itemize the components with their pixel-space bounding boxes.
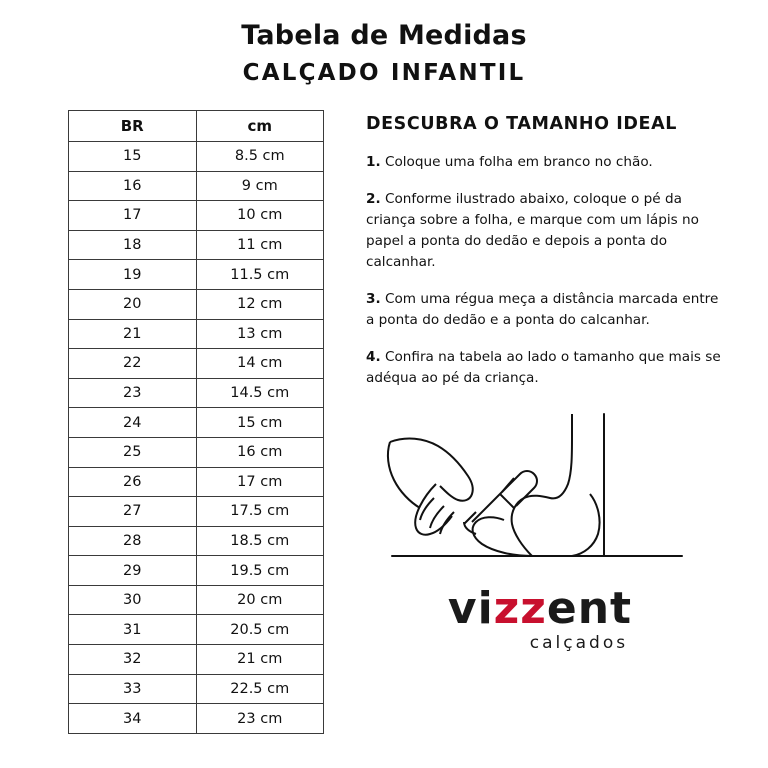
cell-cm: 13 cm bbox=[196, 319, 324, 349]
table-row bbox=[69, 408, 324, 438]
cell-cm: 8.5 cm bbox=[196, 141, 324, 171]
cell-cm: 14.5 cm bbox=[196, 378, 324, 408]
cell-cm: 17.5 cm bbox=[196, 497, 324, 527]
table-row bbox=[69, 526, 324, 556]
page-subtitle: CALÇADO INFANTIL bbox=[242, 60, 526, 87]
instruction-step bbox=[366, 347, 728, 389]
table-row bbox=[69, 289, 324, 319]
size-table-body bbox=[69, 141, 324, 733]
cell-cm: 18.5 cm bbox=[196, 526, 324, 556]
cell-br: 27 bbox=[69, 497, 197, 527]
cell-cm: 9 cm bbox=[196, 171, 324, 201]
table-row bbox=[69, 674, 324, 704]
brand-name-part1: vi bbox=[447, 582, 494, 634]
table-row bbox=[69, 556, 324, 586]
cell-br: 34 bbox=[69, 704, 197, 734]
brand-name-part2: ent bbox=[546, 582, 633, 634]
instructions-steps bbox=[366, 152, 728, 390]
table-row bbox=[69, 497, 324, 527]
cell-cm: 22.5 cm bbox=[196, 674, 324, 704]
cell-br: 25 bbox=[69, 437, 197, 467]
instructions-heading: DESCUBRA O TAMANHO IDEAL bbox=[366, 113, 677, 134]
instruction-step bbox=[366, 189, 728, 273]
content-area bbox=[0, 88, 768, 734]
table-row bbox=[69, 319, 324, 349]
table-row bbox=[69, 201, 324, 231]
cell-br: 28 bbox=[69, 526, 197, 556]
cell-br: 30 bbox=[69, 585, 197, 615]
cell-br: 29 bbox=[69, 556, 197, 586]
cell-br: 31 bbox=[69, 615, 197, 645]
table-row bbox=[69, 378, 324, 408]
brand-name bbox=[447, 582, 633, 634]
hand-marking-foot-with-pencil-illustration bbox=[372, 406, 728, 585]
brand-logo-wrap bbox=[447, 582, 633, 653]
cell-cm: 10 cm bbox=[196, 201, 324, 231]
step-number: 2. bbox=[366, 191, 381, 208]
cell-cm: 23 cm bbox=[196, 704, 324, 734]
brand-logo bbox=[366, 582, 728, 653]
cell-cm: 20.5 cm bbox=[196, 615, 324, 645]
cell-br: 19 bbox=[69, 260, 197, 290]
step-text: Confira na tabela ao lado o tamanho que mais se adéqua ao pé da criança. bbox=[366, 349, 721, 387]
step-number: 1. bbox=[366, 153, 381, 170]
cell-cm: 21 cm bbox=[196, 645, 324, 675]
step-number: 3. bbox=[366, 291, 381, 308]
brand-subtitle: calçados bbox=[529, 632, 629, 653]
size-table bbox=[68, 110, 324, 734]
table-row bbox=[69, 437, 324, 467]
cell-cm: 20 cm bbox=[196, 585, 324, 615]
cell-br: 18 bbox=[69, 230, 197, 260]
table-row bbox=[69, 230, 324, 260]
table-row bbox=[69, 260, 324, 290]
cell-br: 20 bbox=[69, 289, 197, 319]
step-number: 4. bbox=[366, 349, 381, 366]
cell-br: 15 bbox=[69, 141, 197, 171]
table-row bbox=[69, 349, 324, 379]
title-block bbox=[0, 0, 768, 88]
cell-cm: 12 cm bbox=[196, 289, 324, 319]
cell-br: 17 bbox=[69, 201, 197, 231]
cell-cm: 17 cm bbox=[196, 467, 324, 497]
table-header-row bbox=[69, 110, 324, 141]
cell-br: 24 bbox=[69, 408, 197, 438]
size-table-column bbox=[68, 110, 326, 734]
cell-br: 23 bbox=[69, 378, 197, 408]
table-row bbox=[69, 704, 324, 734]
table-row bbox=[69, 645, 324, 675]
page-title: Tabela de Medidas bbox=[241, 20, 527, 51]
cell-br: 22 bbox=[69, 349, 197, 379]
cell-cm: 11.5 cm bbox=[196, 260, 324, 290]
cell-br: 32 bbox=[69, 645, 197, 675]
table-row bbox=[69, 615, 324, 645]
size-table-head bbox=[69, 110, 324, 141]
brand-name-accent: zz bbox=[493, 582, 547, 634]
step-text: Com uma régua meça a distância marcada entre a ponta do dedão e a ponta do calcanhar. bbox=[366, 291, 719, 329]
table-row bbox=[69, 141, 324, 171]
table-row bbox=[69, 171, 324, 201]
cell-cm: 19.5 cm bbox=[196, 556, 324, 586]
instruction-step bbox=[366, 289, 728, 331]
cell-br: 33 bbox=[69, 674, 197, 704]
cell-br: 16 bbox=[69, 171, 197, 201]
cell-cm: 16 cm bbox=[196, 437, 324, 467]
column-header-cm: cm bbox=[196, 110, 324, 141]
column-header-br: BR bbox=[69, 110, 197, 141]
cell-cm: 15 cm bbox=[196, 408, 324, 438]
step-text: Conforme ilustrado abaixo, coloque o pé da criança sobre a folha, e marque com um lápis no papel a ponta do dedão e depois a ponta do calcanhar. bbox=[366, 191, 699, 271]
cell-cm: 14 cm bbox=[196, 349, 324, 379]
table-row bbox=[69, 585, 324, 615]
instructions-column bbox=[326, 110, 728, 734]
cell-br: 26 bbox=[69, 467, 197, 497]
step-text: Coloque uma folha em branco no chão. bbox=[384, 153, 653, 170]
cell-cm: 11 cm bbox=[196, 230, 324, 260]
cell-br: 21 bbox=[69, 319, 197, 349]
table-row bbox=[69, 467, 324, 497]
instruction-step bbox=[366, 152, 728, 173]
